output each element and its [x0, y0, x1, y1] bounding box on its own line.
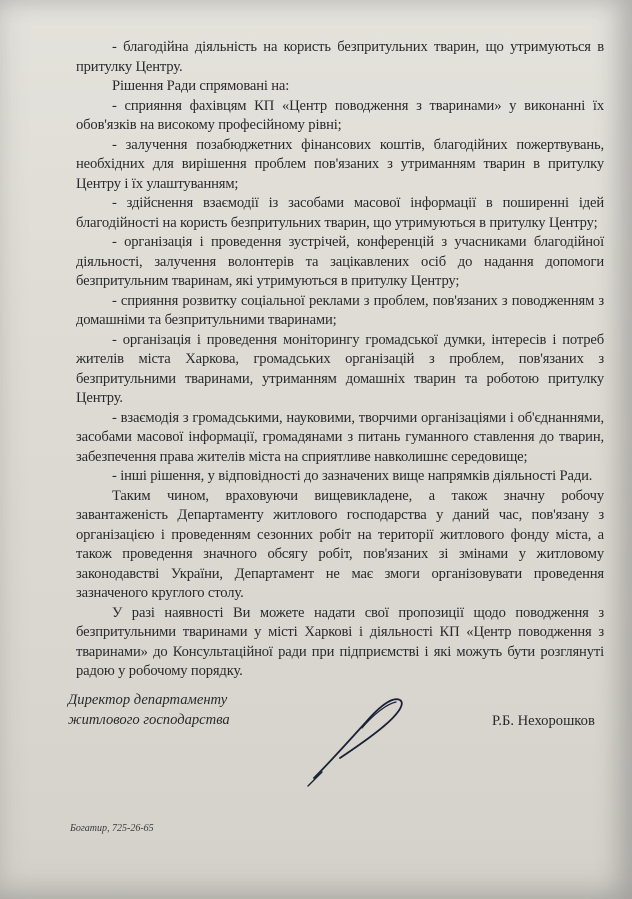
document-body: [76, 38, 604, 682]
signatory-name: Р.Б. Нехорошков: [492, 713, 595, 729]
paragraph: - сприяння фахівцям КП «Центр поводження з тваринами» у виконанні їх обов'язків на високому професійному рівні;: [76, 97, 604, 133]
signatory-title: [68, 690, 230, 730]
footer-contact: Богатир, 725-26-65: [70, 823, 154, 834]
paragraph: - інші рішення, у відповідності до зазначених вище напрямків діяльності Ради.: [112, 468, 593, 484]
paragraph: - благодійна діяльність на користь безпритульних тварин, що утримуються в притулку Центру.: [76, 39, 604, 75]
paragraph: - залучення позабюджетних фінансових коштів, благодійних пожертвувань, необхідних для вирішення проблем пов'язаних з утриманням тварин в притулку Центру і їх улаштуванням;: [76, 136, 604, 192]
paragraph: - сприяння розвитку соціальної реклами з проблем, пов'язаних з поводженням з домашніми та безпритульними тваринами;: [76, 292, 604, 328]
paragraph: У разі наявності Ви можете надати свої пропозиції щодо поводження з безпритульними тваринами у місті Харкові і діяльності КП «Центр поводження з тваринами» до Консультаційної ради при підприємстві і які можуть бути розглянуті радою у робочому порядку.: [76, 604, 604, 679]
signatory-title-line: житлового господарства: [68, 712, 230, 728]
paragraph: - організація і проведення моніторингу громадської думки, інтересів і потреб жителів міста Харкова, громадських організацій з проблем, пов'язаних з безпритульними тваринами, утриманням домашніх тварин та роботою притулку Центру.: [76, 331, 604, 406]
paragraph: Таким чином, враховуючи вищевикладене, а також значну робочу завантаженість Департаменту житлового господарства у даний час, пов'язану з організацією і проведенням сезонних робіт на території житлового фонду міста, а також проведення значного обсягу робіт, пов'язаних зі змінами у житловому законодавстві України, Департамент не має змоги організовувати проведення зазначеного круглого столу.: [76, 487, 604, 601]
handwritten-signature: [300, 692, 410, 788]
paragraph: - взаємодія з громадськими, науковими, творчими організаціями і об'єднаннями, засобами масової інформації, громадянами з питань гуманного ставлення до тварин, забезпечення права жителів міста на сприятливе навколишнє середовище;: [76, 409, 604, 465]
paragraph: Рішення Ради спрямовані на:: [112, 78, 290, 94]
signatory-title-line: Директор департаменту: [68, 692, 228, 708]
paragraph: - здійснення взаємодії із засобами масової інформації в поширенні ідей благодійності на користь безпритульних тварин, що утримуються в притулку Центру;: [76, 195, 604, 231]
paragraph: - організація і проведення зустрічей, конференцій з учасниками благодійної діяльності, залучення волонтерів та зацікавлених осіб до надання допомоги безпритульним тваринам, які утримуються в притулку Центру;: [76, 234, 604, 289]
